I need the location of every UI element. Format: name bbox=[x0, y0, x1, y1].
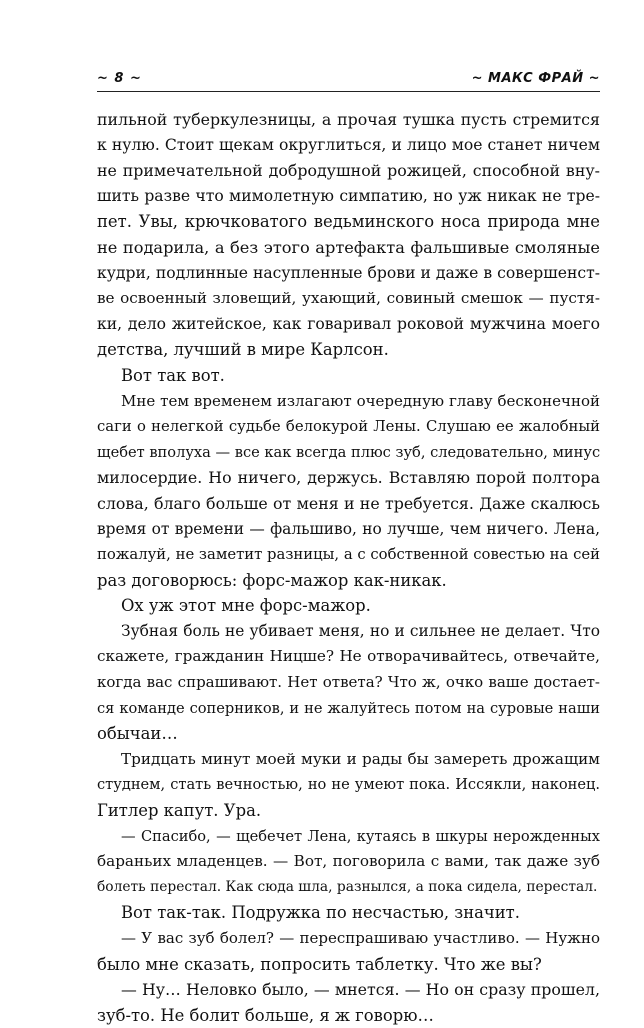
text-line: пожалуй, не заметит разницы, а с собственной совестью на сей bbox=[97, 546, 600, 564]
text-line: шить разве что мимолетную симпатию, но уж никак не тре- bbox=[97, 186, 600, 205]
text-line: Зубная боль не убивает меня, но и сильнее не делает. Что bbox=[121, 621, 600, 640]
header-divider bbox=[97, 91, 600, 92]
text-line: — Ну… Неловко было, — мнется. — Но он сразу прошел, bbox=[121, 980, 600, 1000]
text-line: Тридцать минут моей муки и рады бы замереть дрожащим bbox=[121, 749, 600, 768]
text-line: время от времени — фальшиво, но лучше, чем ничего. Лена, bbox=[97, 519, 600, 538]
text-line: Вот так вот. bbox=[121, 365, 225, 385]
text-line: не примечательной добродушной рожицей, способной вну- bbox=[97, 161, 600, 181]
text-line: студнем, стать вечностью, но не умеют пока. Иссякли, наконец. bbox=[97, 776, 600, 794]
text-line: Ох уж этот мне форс-мажор. bbox=[121, 596, 371, 616]
text-line: ве освоенный зловещий, ухающий, совиный смешок — пустя- bbox=[97, 289, 600, 308]
text-line: саги о нелегкой судьбе белокурой Лены. Слушаю ее жалобный bbox=[97, 418, 600, 436]
text-line: не подарила, а без этого артефакта фальшивые смоляные bbox=[97, 237, 600, 257]
text-line: к нулю. Стоит щекам округлиться, и лицо мое станет ничем bbox=[97, 135, 600, 154]
text-line: бараньих младенцев. — Вот, поговорила с вами, так даже зуб bbox=[97, 852, 600, 871]
text-line: когда вас спрашивают. Нет ответа? Что ж, очко ваше достает- bbox=[97, 673, 600, 692]
text-line: — Спасибо, — щебечет Лена, кутаясь в шкуры нерожденных bbox=[121, 827, 600, 845]
text-line: милосердие. Но ничего, держусь. Вставляю порой полтора bbox=[97, 468, 600, 488]
page-number: ~ 8 ~ bbox=[97, 71, 142, 86]
text-line: ся команде соперников, и не жалуйтесь потом на суровые наши bbox=[97, 699, 600, 717]
text-line: обычаи… bbox=[97, 724, 178, 744]
text-line: Гитлер капут. Ура. bbox=[97, 801, 262, 821]
text-line: скажете, гражданин Ницше? Не отворачивайтесь, отвечайте, bbox=[97, 647, 600, 666]
text-line: зуб-то. Не болит больше, я ж говорю… bbox=[97, 1005, 434, 1025]
text-line: щебет вполуха — все как всегда плюс зуб, следовательно, минус bbox=[97, 443, 600, 461]
text-line: пильной туберкулезницы, а прочая тушка пусть стремится bbox=[97, 110, 600, 129]
text-line: болеть перестал. Как сюда шла, разнылся, а пока сидела, перестал. bbox=[97, 878, 598, 895]
text-line: пет. Увы, крючковатого ведьминского носа природа мне bbox=[97, 212, 600, 232]
text-line: Вот так-так. Подружка по несчастью, значит. bbox=[121, 903, 520, 923]
page-header bbox=[97, 71, 600, 93]
text-line: кудри, подлинные насупленные брови и даже в совершенст- bbox=[97, 263, 600, 282]
text-line: — У вас зуб болел? — переспрашиваю участливо. — Нужно bbox=[121, 929, 600, 947]
running-title: ~ МАКС ФРАЙ ~ bbox=[471, 71, 600, 86]
book-text bbox=[97, 107, 600, 1028]
text-line: ки, дело житейское, как говаривал роковой мужчина моего bbox=[97, 314, 600, 333]
text-line: детства, лучший в мире Карлсон. bbox=[97, 340, 389, 360]
text-line: раз договорюсь: форс-мажор как-никак. bbox=[97, 570, 447, 590]
text-line: было мне сказать, попросить таблетку. Что же вы? bbox=[97, 954, 542, 974]
text-line: слова, благо больше от меня и не требуется. Даже скалюсь bbox=[97, 493, 600, 513]
text-line: Мне тем временем излагают очередную главу бесконечной bbox=[121, 391, 600, 410]
